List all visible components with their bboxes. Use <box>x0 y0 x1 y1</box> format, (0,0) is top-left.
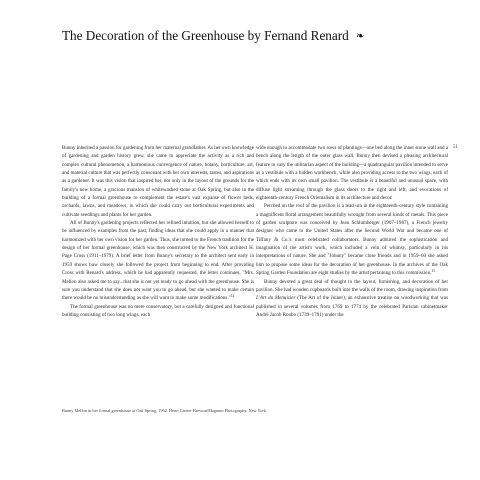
paragraph-text: Perched on the roof of the pavilion is a lead urn in the eighteenth-century style containing a magnificent floral arrangement beautifully wrought from several kinds of metals. This piece of garden sculpture was conceived by Jean Schlumberger (1907–1987), a French jewelry designer who came to the United States after the Second World War and became one of Tiffany & Co.'s most celebrated collaborators. Bunny admired the sophistication and imagination of the artist's work, which included a vein of whimsy, particularly in his interpretations of nature. She and "Johnny" became close friends and in 1959–60 she asked him to propose some ideas for the decoration of her greenhouse. In the archives of the Oak Spring Garden Foundation are eight studies by the artist pertaining to this commission. <box>256 203 448 277</box>
paragraph-text: (The Art of the Joiner), an exhaustive treatise on woodworking that was published in several volumes from 1769 to 1774 by the celebrated Parisian cabinetmaker André Jacob Roubo (1739–1791) under the <box>256 295 448 318</box>
text-column-left <box>62 144 254 319</box>
photo-caption: Bunny Mellon in her formal greenhouse at Oak Spring, 1962. Henri Cartier-Bresson/Magnum Photography, New York. <box>62 408 268 413</box>
page-title <box>62 28 442 45</box>
footnote-marker: 13 <box>431 269 435 274</box>
book-title: L'Art du Menuisier <box>256 295 296 302</box>
paragraph: Bunny inherited a passion for gardening from her maternal grandfather. As her own knowledge of gardening and garden history grew, she came to appreciate the activity as a rich and complex cultural phenomenon, a harmonious convergence of nature, botany, horticulture, art, and material culture that was perfectly consonant with her own interests, tastes, and aspirations as a gardener. It was this vision that inspired her, not only in the layout of the grounds for the family's new home, a gracious mansion of whitewashed stone at Oak Spring, but also in the building of a formal greenhouse to complement the estate's vast expanse of flower beds, orchards, lawns, and meadows, in which she could carry out horticultural experiments and cultivate seedlings and plants for her garden. <box>62 145 255 218</box>
paragraph: The formal greenhouse was no mere conservatory, but a carefully designed and functional building consisting of two long wings, each <box>62 303 254 318</box>
paragraph <box>256 202 448 277</box>
page-title-text: The Decoration of the Greenhouse by Fernand Renard <box>62 28 349 43</box>
text-column-right <box>256 144 448 319</box>
footnote-marker: 12 <box>230 294 235 299</box>
paragraph: wide enough to accommodate two rows of plantings—one bed along the inner stone wall and a bench along the length of the outer glass wall. Bunny then devised a pleasing architectural feature to vary the utilitarian aspect of the building—a quadrangular pavilion intended to serve as a vestibule with a hidden workbench, while also providing access to the two wings, each of which ends with its own small pavilion. The vestibule is a beautiful and unusual space, with diffuse light streaming through the glass doors to the right and left, and evocations of eighteenth-century French Orientalism in its architecture and decor. <box>256 145 448 202</box>
paragraph <box>62 219 254 302</box>
fleuron-icon: ❧ <box>356 31 365 42</box>
page-number: 51 <box>453 145 458 150</box>
paragraph-text: All of Bunny's gardening projects reflected her refined intuition, but she allowed herself to be influenced by examples from the past, finding ideas that she could apply in a manner that harmonized with her own vision for her garden. Thus, she turned to the French tradition for the design of her formal greenhouse, which was then constructed by the New York architect H. Page Cross (1911–1979). A brief letter from Bunny's secretary to the architect sent early in 1959 shows how closely she followed the project from beginning to end. After providing Cross with Renard's address, which he had apparently requested, the letter continues, "Mrs. Mellon also asked me to say...that she is not yet ready to go ahead with the greenhouse. She is sure you understand that she does not want you to go ahead, but she wanted to make certain there would be no misunderstanding as she will want to make some modifications." <box>62 220 254 302</box>
paragraph-text: Bunny devoted a great deal of thought to the layout, furnishing, and decoration of her pavilion. She had wooden cupboards built into the walls of the room, drawing inspiration from <box>256 278 448 293</box>
paragraph <box>256 278 448 320</box>
